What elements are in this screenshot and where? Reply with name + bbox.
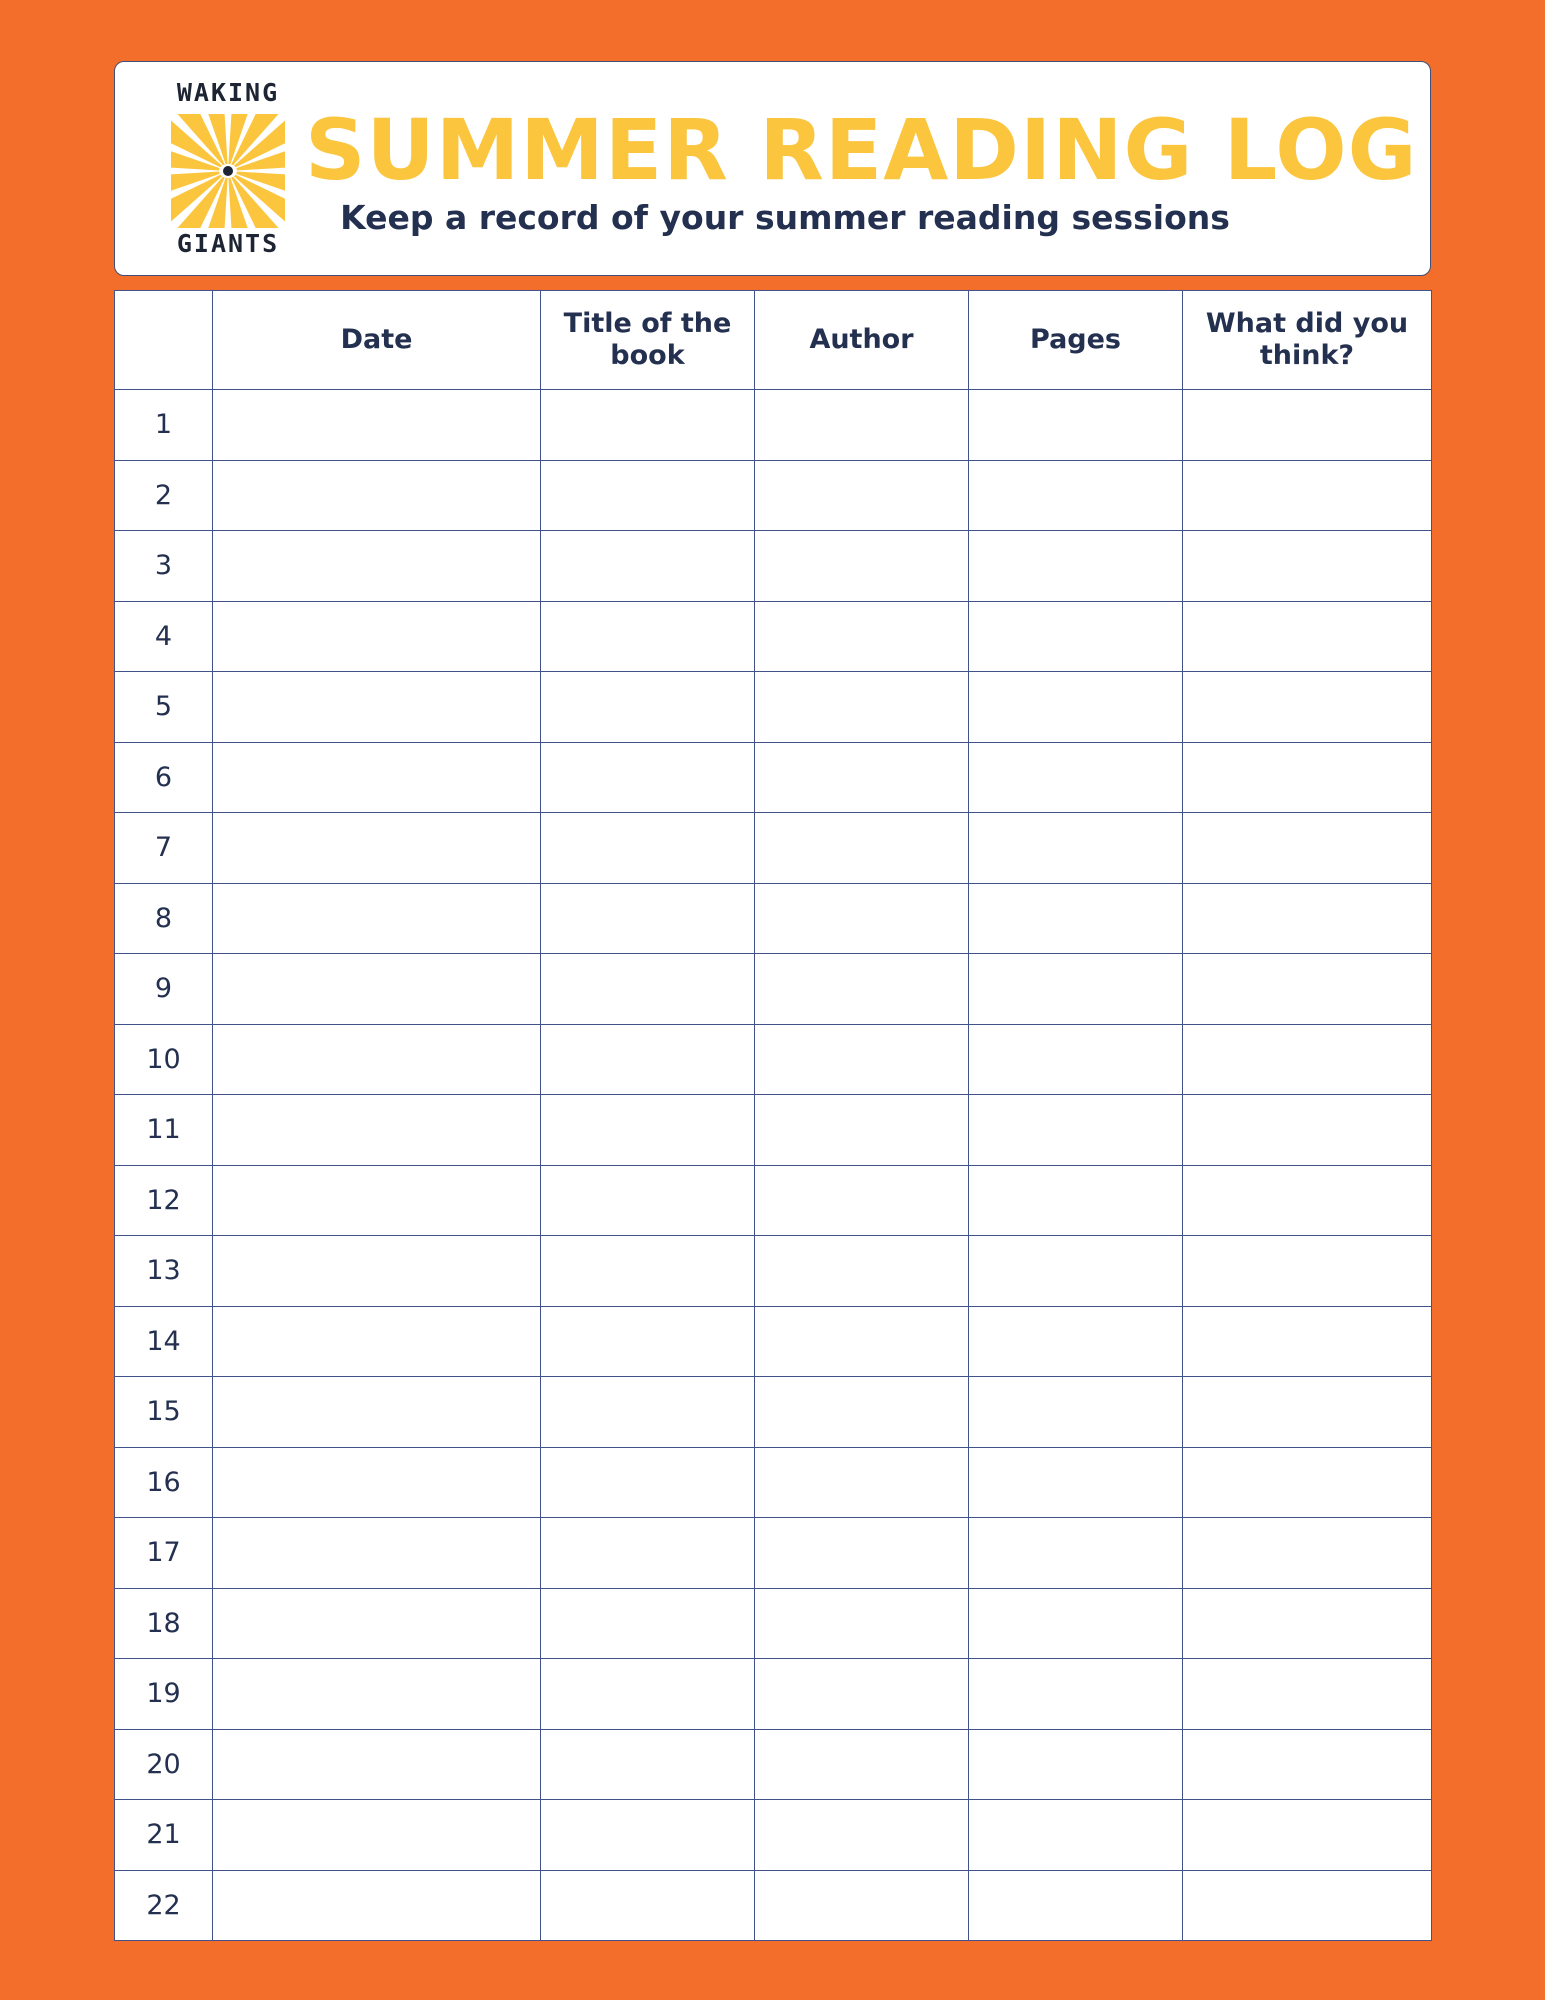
row-number: 17 bbox=[115, 1518, 213, 1589]
book-title-cell[interactable] bbox=[541, 531, 755, 602]
opinion-cell[interactable] bbox=[1183, 1447, 1432, 1518]
date-cell[interactable] bbox=[213, 813, 541, 884]
author-cell[interactable] bbox=[755, 1800, 969, 1871]
pages-cell[interactable] bbox=[969, 531, 1183, 602]
table-row bbox=[115, 954, 1432, 1025]
opinion-cell[interactable] bbox=[1183, 460, 1432, 531]
pages-cell[interactable] bbox=[969, 1095, 1183, 1166]
table-row bbox=[115, 531, 1432, 602]
row-number: 9 bbox=[115, 954, 213, 1025]
book-title-cell[interactable] bbox=[541, 1024, 755, 1095]
book-title-cell[interactable] bbox=[541, 1800, 755, 1871]
row-number: 14 bbox=[115, 1306, 213, 1377]
author-cell[interactable] bbox=[755, 1024, 969, 1095]
date-cell[interactable] bbox=[213, 883, 541, 954]
opinion-cell[interactable] bbox=[1183, 1095, 1432, 1166]
column-header-title: Title of the book bbox=[541, 291, 755, 390]
author-cell[interactable] bbox=[755, 813, 969, 884]
date-cell[interactable] bbox=[213, 1800, 541, 1871]
pages-cell[interactable] bbox=[969, 954, 1183, 1025]
opinion-cell[interactable] bbox=[1183, 1729, 1432, 1800]
date-cell[interactable] bbox=[213, 1165, 541, 1236]
opinion-cell[interactable] bbox=[1183, 1588, 1432, 1659]
row-number: 13 bbox=[115, 1236, 213, 1307]
opinion-cell[interactable] bbox=[1183, 813, 1432, 884]
book-title-cell[interactable] bbox=[541, 1165, 755, 1236]
table-row bbox=[115, 672, 1432, 743]
date-cell[interactable] bbox=[213, 1306, 541, 1377]
book-title-cell[interactable] bbox=[541, 460, 755, 531]
row-number: 22 bbox=[115, 1870, 213, 1941]
book-title-cell[interactable] bbox=[541, 742, 755, 813]
row-number: 1 bbox=[115, 390, 213, 461]
pages-cell[interactable] bbox=[969, 390, 1183, 461]
author-cell[interactable] bbox=[755, 1518, 969, 1589]
table-row bbox=[115, 1659, 1432, 1730]
table-row bbox=[115, 1588, 1432, 1659]
column-header-opinion: What did you think? bbox=[1183, 291, 1432, 390]
opinion-cell[interactable] bbox=[1183, 390, 1432, 461]
table-row bbox=[115, 813, 1432, 884]
date-cell[interactable] bbox=[213, 954, 541, 1025]
opinion-cell[interactable] bbox=[1183, 672, 1432, 743]
author-cell[interactable] bbox=[755, 1729, 969, 1800]
date-cell[interactable] bbox=[213, 1377, 541, 1448]
table-row bbox=[115, 1377, 1432, 1448]
column-header-author: Author bbox=[755, 291, 969, 390]
opinion-cell[interactable] bbox=[1183, 1165, 1432, 1236]
row-number: 16 bbox=[115, 1447, 213, 1518]
row-number: 21 bbox=[115, 1800, 213, 1871]
row-number: 19 bbox=[115, 1659, 213, 1730]
author-cell[interactable] bbox=[755, 954, 969, 1025]
table-row bbox=[115, 1800, 1432, 1871]
book-title-cell[interactable] bbox=[541, 1659, 755, 1730]
author-cell[interactable] bbox=[755, 742, 969, 813]
book-title-cell[interactable] bbox=[541, 1377, 755, 1448]
pages-cell[interactable] bbox=[969, 601, 1183, 672]
book-title-cell[interactable] bbox=[541, 1518, 755, 1589]
pages-cell[interactable] bbox=[969, 1518, 1183, 1589]
opinion-cell[interactable] bbox=[1183, 601, 1432, 672]
waking-giants-logo bbox=[169, 78, 287, 260]
table-row bbox=[115, 390, 1432, 461]
author-cell[interactable] bbox=[755, 1095, 969, 1166]
author-cell[interactable] bbox=[755, 1588, 969, 1659]
row-number: 6 bbox=[115, 742, 213, 813]
date-cell[interactable] bbox=[213, 1588, 541, 1659]
row-number: 15 bbox=[115, 1377, 213, 1448]
row-number: 12 bbox=[115, 1165, 213, 1236]
pages-cell[interactable] bbox=[969, 1800, 1183, 1871]
opinion-cell[interactable] bbox=[1183, 1024, 1432, 1095]
table-row bbox=[115, 1236, 1432, 1307]
table-row bbox=[115, 1024, 1432, 1095]
author-cell[interactable] bbox=[755, 1377, 969, 1448]
date-cell[interactable] bbox=[213, 1024, 541, 1095]
opinion-cell[interactable] bbox=[1183, 883, 1432, 954]
author-cell[interactable] bbox=[755, 1306, 969, 1377]
sunburst-eye-icon bbox=[171, 114, 285, 228]
author-cell[interactable] bbox=[755, 1447, 969, 1518]
book-title-cell[interactable] bbox=[541, 390, 755, 461]
table-row bbox=[115, 1306, 1432, 1377]
logo-text-top: WAKING bbox=[176, 78, 280, 107]
date-cell[interactable] bbox=[213, 1236, 541, 1307]
date-cell[interactable] bbox=[213, 1729, 541, 1800]
pages-cell[interactable] bbox=[969, 1870, 1183, 1941]
row-number: 18 bbox=[115, 1588, 213, 1659]
author-cell[interactable] bbox=[755, 531, 969, 602]
author-cell[interactable] bbox=[755, 1165, 969, 1236]
book-title-cell[interactable] bbox=[541, 883, 755, 954]
author-cell[interactable] bbox=[755, 1659, 969, 1730]
book-title-cell[interactable] bbox=[541, 672, 755, 743]
column-header-date: Date bbox=[213, 291, 541, 390]
opinion-cell[interactable] bbox=[1183, 954, 1432, 1025]
opinion-cell[interactable] bbox=[1183, 1870, 1432, 1941]
page-title: SUMMER READING LOG bbox=[305, 101, 1418, 199]
row-number: 3 bbox=[115, 531, 213, 602]
pages-cell[interactable] bbox=[969, 1306, 1183, 1377]
date-cell[interactable] bbox=[213, 531, 541, 602]
table-row bbox=[115, 1870, 1432, 1941]
column-header-pages: Pages bbox=[969, 291, 1183, 390]
logo-text-bottom: GIANTS bbox=[176, 229, 280, 258]
pages-cell[interactable] bbox=[969, 672, 1183, 743]
date-cell[interactable] bbox=[213, 1095, 541, 1166]
opinion-cell[interactable] bbox=[1183, 531, 1432, 602]
pages-cell[interactable] bbox=[969, 1729, 1183, 1800]
table-row bbox=[115, 460, 1432, 531]
pages-cell[interactable] bbox=[969, 460, 1183, 531]
date-cell[interactable] bbox=[213, 742, 541, 813]
table-row bbox=[115, 1518, 1432, 1589]
book-title-cell[interactable] bbox=[541, 813, 755, 884]
opinion-cell[interactable] bbox=[1183, 742, 1432, 813]
pages-cell[interactable] bbox=[969, 1024, 1183, 1095]
book-title-cell[interactable] bbox=[541, 1870, 755, 1941]
author-cell[interactable] bbox=[755, 1236, 969, 1307]
row-number: 4 bbox=[115, 601, 213, 672]
book-title-cell[interactable] bbox=[541, 1236, 755, 1307]
row-number: 11 bbox=[115, 1095, 213, 1166]
opinion-cell[interactable] bbox=[1183, 1518, 1432, 1589]
book-title-cell[interactable] bbox=[541, 1729, 755, 1800]
pages-cell[interactable] bbox=[969, 813, 1183, 884]
date-cell[interactable] bbox=[213, 1659, 541, 1730]
page-subtitle: Keep a record of your summer reading sessions bbox=[340, 198, 1230, 237]
date-cell[interactable] bbox=[213, 390, 541, 461]
author-cell[interactable] bbox=[755, 390, 969, 461]
opinion-cell[interactable] bbox=[1183, 1377, 1432, 1448]
row-number: 7 bbox=[115, 813, 213, 884]
column-header-number bbox=[115, 291, 213, 390]
table-row bbox=[115, 1165, 1432, 1236]
table-header-row bbox=[115, 291, 1432, 390]
pages-cell[interactable] bbox=[969, 1236, 1183, 1307]
table-row bbox=[115, 742, 1432, 813]
row-number: 20 bbox=[115, 1729, 213, 1800]
pages-cell[interactable] bbox=[969, 1588, 1183, 1659]
author-cell[interactable] bbox=[755, 672, 969, 743]
pages-cell[interactable] bbox=[969, 1377, 1183, 1448]
row-number: 8 bbox=[115, 883, 213, 954]
book-title-cell[interactable] bbox=[541, 1447, 755, 1518]
date-cell[interactable] bbox=[213, 460, 541, 531]
date-cell[interactable] bbox=[213, 1447, 541, 1518]
row-number: 10 bbox=[115, 1024, 213, 1095]
table-row bbox=[115, 1729, 1432, 1800]
author-cell[interactable] bbox=[755, 1870, 969, 1941]
book-title-cell[interactable] bbox=[541, 1095, 755, 1166]
opinion-cell[interactable] bbox=[1183, 1800, 1432, 1871]
author-cell[interactable] bbox=[755, 601, 969, 672]
pages-cell[interactable] bbox=[969, 1447, 1183, 1518]
row-number: 2 bbox=[115, 460, 213, 531]
reading-log-table bbox=[114, 290, 1432, 1941]
table-row bbox=[115, 1447, 1432, 1518]
header-card bbox=[114, 61, 1431, 276]
opinion-cell[interactable] bbox=[1183, 1236, 1432, 1307]
pages-cell[interactable] bbox=[969, 883, 1183, 954]
book-title-cell[interactable] bbox=[541, 1588, 755, 1659]
table-row bbox=[115, 601, 1432, 672]
date-cell[interactable] bbox=[213, 1870, 541, 1941]
opinion-cell[interactable] bbox=[1183, 1659, 1432, 1730]
date-cell[interactable] bbox=[213, 672, 541, 743]
date-cell[interactable] bbox=[213, 601, 541, 672]
author-cell[interactable] bbox=[755, 883, 969, 954]
row-number: 5 bbox=[115, 672, 213, 743]
opinion-cell[interactable] bbox=[1183, 1306, 1432, 1377]
date-cell[interactable] bbox=[213, 1518, 541, 1589]
book-title-cell[interactable] bbox=[541, 601, 755, 672]
author-cell[interactable] bbox=[755, 460, 969, 531]
pages-cell[interactable] bbox=[969, 1659, 1183, 1730]
book-title-cell[interactable] bbox=[541, 1306, 755, 1377]
book-title-cell[interactable] bbox=[541, 954, 755, 1025]
table-row bbox=[115, 883, 1432, 954]
pages-cell[interactable] bbox=[969, 742, 1183, 813]
pages-cell[interactable] bbox=[969, 1165, 1183, 1236]
table-row bbox=[115, 1095, 1432, 1166]
